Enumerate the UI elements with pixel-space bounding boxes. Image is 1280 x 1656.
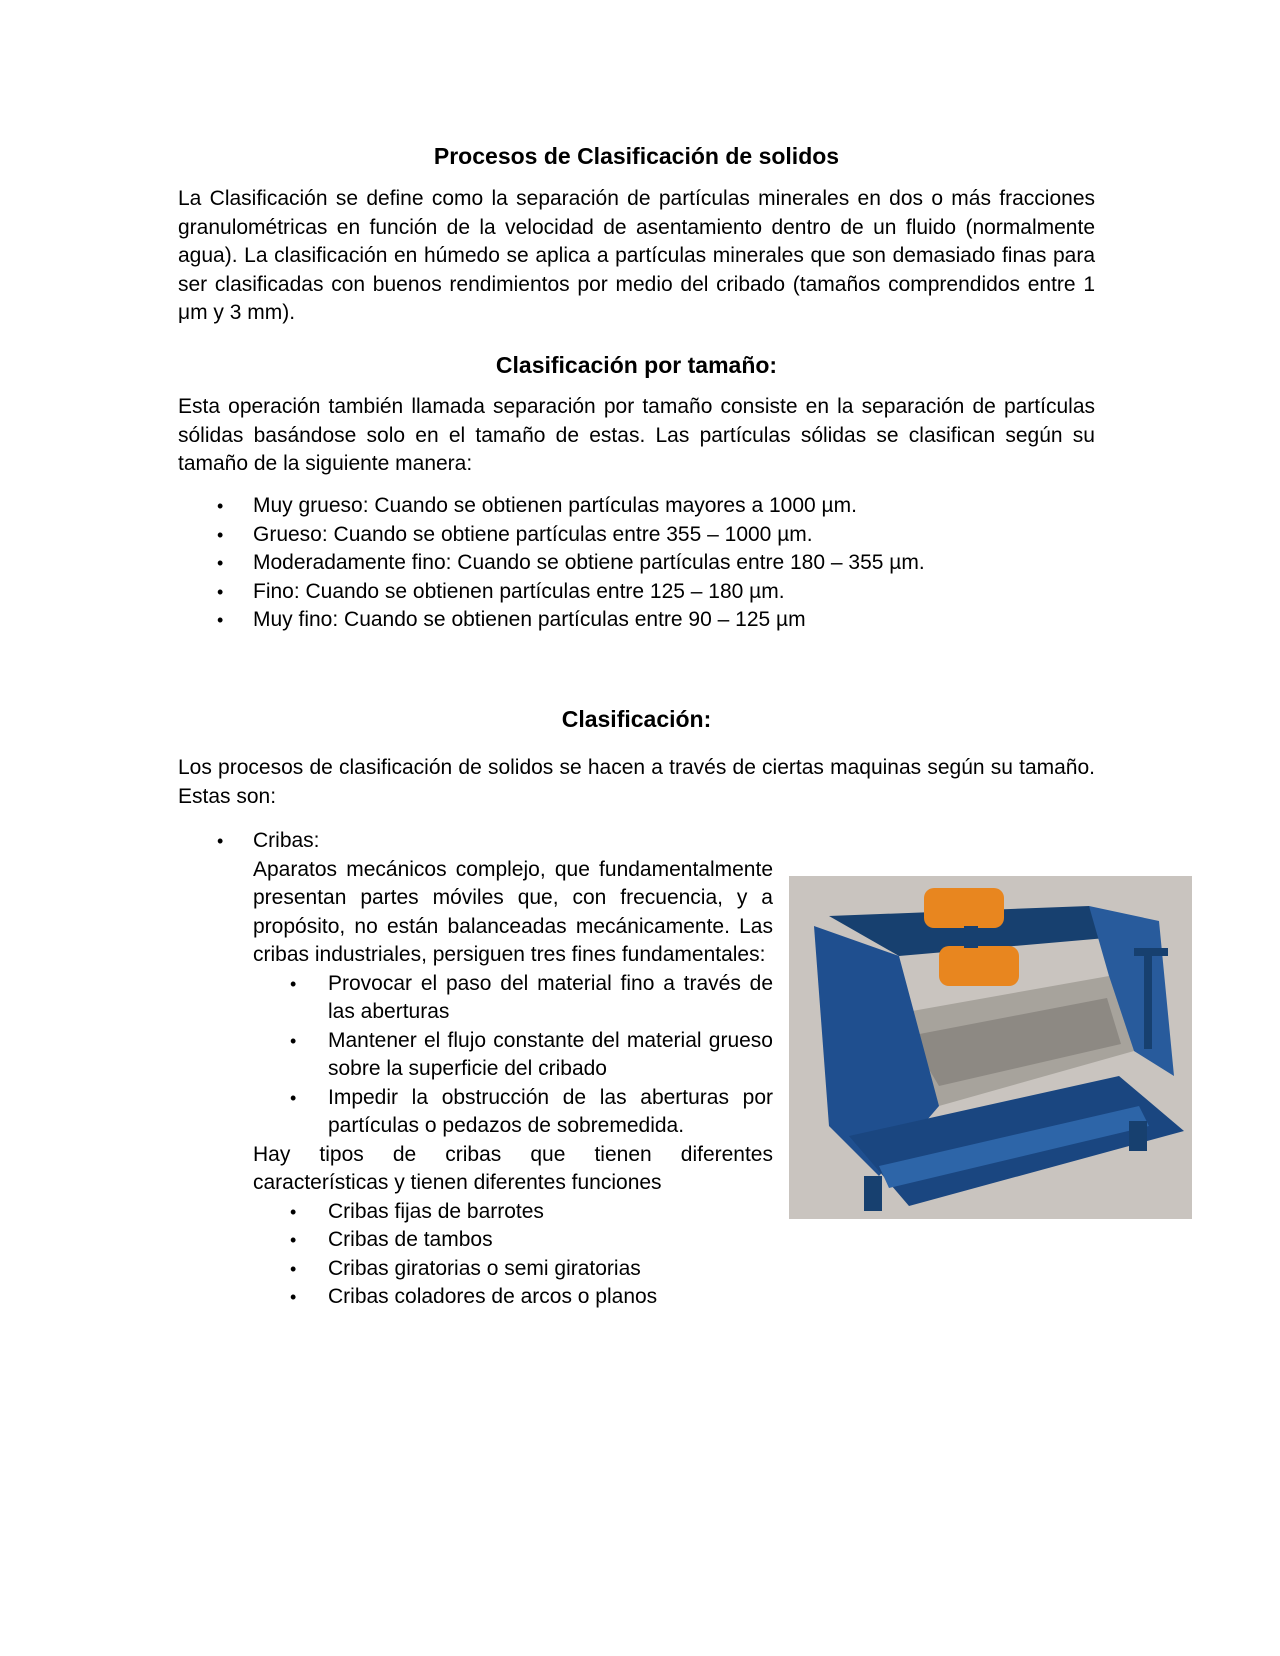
list-item: • Muy fino: Cuando se obtienen partículas entre 90 – 125 µm [178, 606, 1095, 635]
screen-handle [1144, 954, 1152, 1049]
screen-leg [864, 1176, 882, 1211]
vibrating-screen-illustration [789, 876, 1192, 1219]
cribas-body [253, 856, 773, 1312]
section-size-heading: Clasificación por tamaño: [495, 352, 778, 378]
bullet-icon: • [217, 831, 224, 851]
intro-paragraph: La Clasificación se define como la separación de partículas minerales en dos o más fracciones granulométricas en función de la velocidad de asentamiento dentro de un fluido (normalmente agua). La clasificación en húmedo se aplica a partículas minerales que son demasiado finas para ser clasificadas con buenos rendimientos por medio del cribado (tamaños comprendidos entre 1 μm y 3 mm). [178, 187, 1095, 324]
vibrator-motor-bottom [939, 946, 1019, 986]
screen-leg [1129, 1121, 1147, 1151]
cribas-label: • Cribas: [178, 827, 773, 856]
cribas-types-intro: Hay tipos de cribas que tienen diferentes características y tienen diferentes funciones [253, 1142, 773, 1194]
vibrating-screen-photo [789, 876, 1192, 1219]
list-item: • Mantener el flujo constante del material grueso sobre la superficie del cribado [290, 1028, 773, 1080]
list-item: • Muy grueso: Cuando se obtienen partículas mayores a 1000 µm. [178, 492, 1095, 521]
list-item: • Grueso: Cuando se obtiene partículas entre 355 – 1000 µm. [178, 521, 1095, 550]
cribas-section [178, 827, 773, 1312]
bullet-icon: • [290, 1201, 297, 1222]
section-size-paragraph: Esta operación también llamada separación por tamaño consiste en la separación de partículas sólidas basándose solo en el tamaño de estas. Las partículas sólidas se clasifican según su tamaño de la siguiente manera: [178, 395, 1095, 475]
bullet-icon: • [290, 1087, 297, 1108]
cribas-description: Aparatos mecánicos complejo, que fundamentalmente presentan partes móviles que, con frecuencia, y a propósito, no están balanceadas mecánicamente. Las cribas industriales, persiguen tres fines fundamentales: [253, 857, 773, 966]
list-item: • Impedir la obstrucción de las aberturas por partículas o pedazos de sobremedida. [290, 1085, 773, 1137]
list-item: • Cribas coladores de arcos o planos [253, 1283, 773, 1312]
bullet-icon: • [290, 1030, 297, 1051]
page-title: Procesos de Clasificación de solidos [433, 143, 840, 169]
size-classes-list [178, 492, 1095, 635]
bullet-icon: • [290, 1258, 297, 1279]
list-item: • Fino: Cuando se obtienen partículas entre 125 – 180 µm. [178, 578, 1095, 607]
bullet-icon: • [290, 1287, 297, 1307]
section-class-heading: Clasificación: [561, 706, 712, 732]
bullet-icon: • [290, 1230, 297, 1250]
list-item: • Provocar el paso del material fino a través de las aberturas [290, 971, 773, 1023]
bullet-icon: • [290, 973, 297, 994]
list-item: • Moderadamente fino: Cuando se obtiene partículas entre 180 – 355 µm. [178, 549, 1095, 578]
cribas-aims-list [253, 970, 773, 1141]
vibrator-motor-top [924, 888, 1004, 928]
list-item: • Cribas de tambos [253, 1226, 773, 1255]
list-item: • Cribas giratorias o semi giratorias [253, 1255, 773, 1284]
bullet-icon: • [217, 581, 224, 602]
cribas-types-list [253, 1198, 773, 1312]
bullet-icon: • [217, 496, 224, 516]
list-item: • Cribas fijas de barrotes [253, 1198, 773, 1227]
bullet-icon: • [217, 524, 224, 545]
section-class-paragraph: Los procesos de clasificación de solidos se hacen a través de ciertas maquinas según su tamaño. Estas son: [178, 756, 1095, 808]
bullet-icon: • [217, 610, 224, 630]
bullet-icon: • [217, 553, 224, 573]
